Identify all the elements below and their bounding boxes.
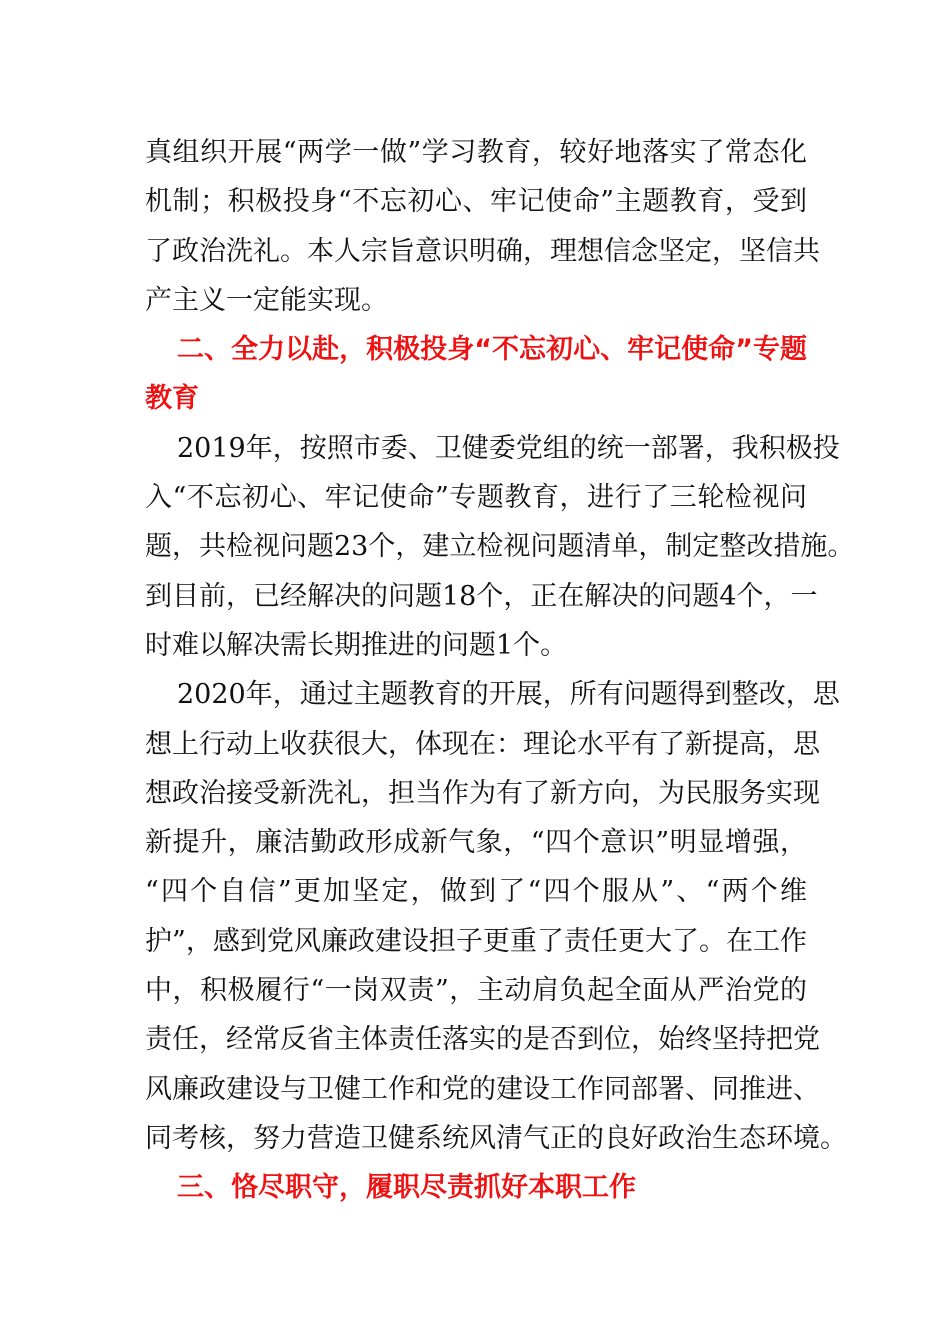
body-text-line: 中，积极履行“一岗双责”，主动肩负起全面从严治党的 — [145, 975, 807, 1007]
body-text-line: 机制；积极投身“不忘初心、牢记使命”主题教育，受到 — [145, 186, 807, 218]
body-text-line: 到目前，已经解决的问题18个，正在解决的问题4个，一 — [145, 580, 818, 612]
body-text-line: 产主义一定能实现。 — [145, 284, 388, 316]
body-text-line: 想上行动上收获很大，体现在：理论水平有了新提高，思 — [145, 728, 820, 760]
document-page — [145, 128, 855, 1213]
body-text-line: 护”，感到党风廉政建设担子更重了责任更大了。在工作 — [145, 925, 807, 957]
body-text-line: 了政治洗礼。本人宗旨意识明确，理想信念坚定，坚信共 — [145, 235, 820, 267]
body-text-line: 入“不忘初心、牢记使命”专题教育，进行了三轮检视问 — [145, 482, 807, 514]
body-text-line: 想政治接受新洗礼，担当作为有了新方向，为民服务实现 — [145, 777, 820, 809]
body-text-line: 2019年，按照市委、卫健委党组的统一部署，我积极投 — [177, 432, 840, 464]
body-text-line: 题，共检视问题23个，建立检视问题清单，制定整改措施。 — [145, 531, 855, 563]
section-heading-line: 三、恪尽职守，履职尽责抓好本职工作 — [177, 1172, 636, 1204]
body-text-line: 风廉政建设与卫健工作和党的建设工作同部署、同推进、 — [145, 1073, 820, 1105]
section-heading-line: 教育 — [145, 383, 199, 415]
body-text-line: 时难以解决需长期推进的问题1个。 — [145, 629, 568, 661]
body-text-line: 新提升，廉洁勤政形成新气象，“四个意识”明显增强， — [145, 827, 807, 859]
body-text-line: 2020年，通过主题教育的开展，所有问题得到整改，思 — [177, 679, 840, 711]
body-text-line: 责任，经常反省主体责任落实的是否到位，始终坚持把党 — [145, 1024, 820, 1056]
body-text-line: “四个自信”更加坚定，做到了“四个服从”、“两个维 — [145, 876, 807, 908]
body-text-line: 同考核，努力营造卫健系统风清气正的良好政治生态环境。 — [145, 1122, 847, 1154]
section-heading-line: 二、全力以赴，积极投身“不忘初心、牢记使命”专题 — [177, 334, 807, 366]
body-text-line: 真组织开展“两学一做”学习教育，较好地落实了常态化 — [145, 137, 807, 168]
